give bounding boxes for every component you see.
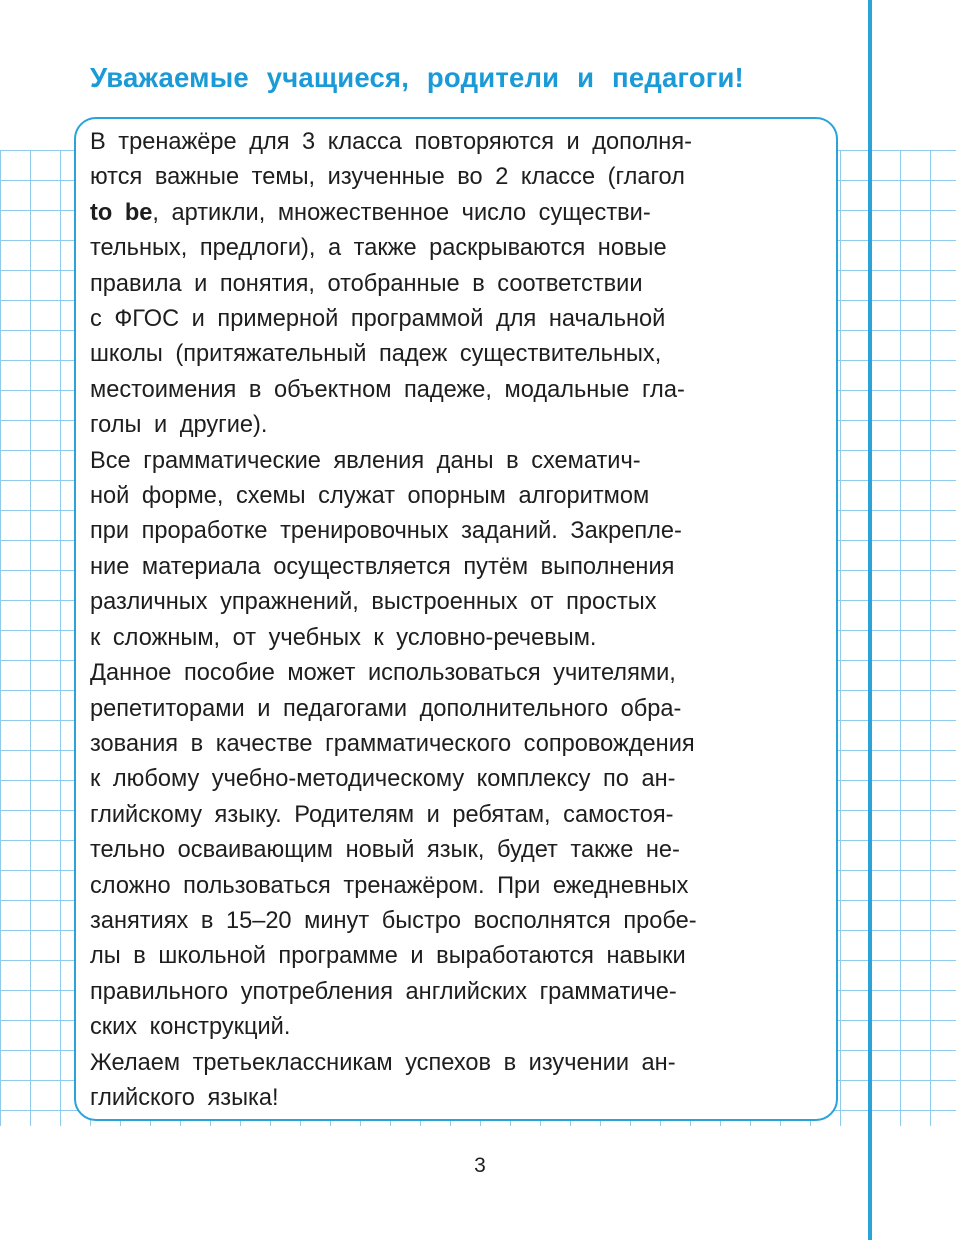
text-line: сложно пользоваться тренажёром. При ежедневных (90, 872, 689, 899)
text-line: глийскому языку. Родителям и ребятам, самостоя- (90, 801, 674, 828)
text-line: занятиях в 15–20 минут быстро восполнятся пробе- (90, 907, 697, 934)
margin-rule (868, 0, 872, 1240)
text-line: ских конструкций. (90, 1014, 291, 1041)
text-line: Данное пособие может использоваться учителями, (90, 660, 676, 687)
text-line-rest: , артикли, множественное число существи- (152, 199, 651, 226)
text-line: к любому учебно-методическому комплексу по ан- (90, 766, 676, 793)
text-line: репетиторами и педагогами дополнительного обра- (90, 695, 682, 722)
text-line: Все грамматические явления даны в схематич- (90, 447, 641, 474)
text-line: школы (притяжательный падеж существительных, (90, 341, 662, 368)
text-line: тельных, предлоги), а также раскрываются новые (90, 235, 667, 262)
text-line: тельно осваивающим новый язык, будет также не- (90, 837, 680, 864)
text-line: голы и другие). (90, 412, 268, 439)
text-line: местоимения в объектном падеже, модальные гла- (90, 376, 685, 403)
text-line: правильного употребления английских грамматиче- (90, 978, 677, 1005)
text-line: зования в качестве грамматического сопровождения (90, 730, 695, 757)
text-line: лы в школьной программе и выработаются навыки (90, 943, 686, 970)
body-text (90, 125, 830, 1116)
grammar-term: to be (90, 199, 153, 226)
text-line: с ФГОС и примерной программой для начальной (90, 306, 666, 333)
text-line: к сложным, от учебных к условно-речевым. (90, 624, 597, 651)
text-line: при проработке тренировочных заданий. Закрепле- (90, 518, 682, 545)
page-title: Уважаемые учащиеся, родители и педагоги! (90, 62, 744, 93)
text-line: В тренажёре для 3 класса повторяются и дополня- (90, 129, 692, 155)
text-line: ние материала осуществляется путём выполнения (90, 553, 675, 580)
graph-paper-margin (872, 150, 956, 1126)
text-line: ной форме, схемы служат опорным алгоритмом (90, 483, 650, 510)
text-line: глийского языка! (90, 1084, 279, 1111)
text-line (90, 196, 830, 231)
text-line: ются важные темы, изученные во 2 классе (глагол (90, 164, 685, 191)
text-line: правила и понятия, отобранные в соответствии (90, 270, 643, 297)
text-line: Желаем третьеклассникам успехов в изучении ан- (90, 1049, 676, 1076)
text-line: различных упражнений, выстроенных от простых (90, 589, 657, 616)
page-number: 3 (474, 1154, 486, 1177)
